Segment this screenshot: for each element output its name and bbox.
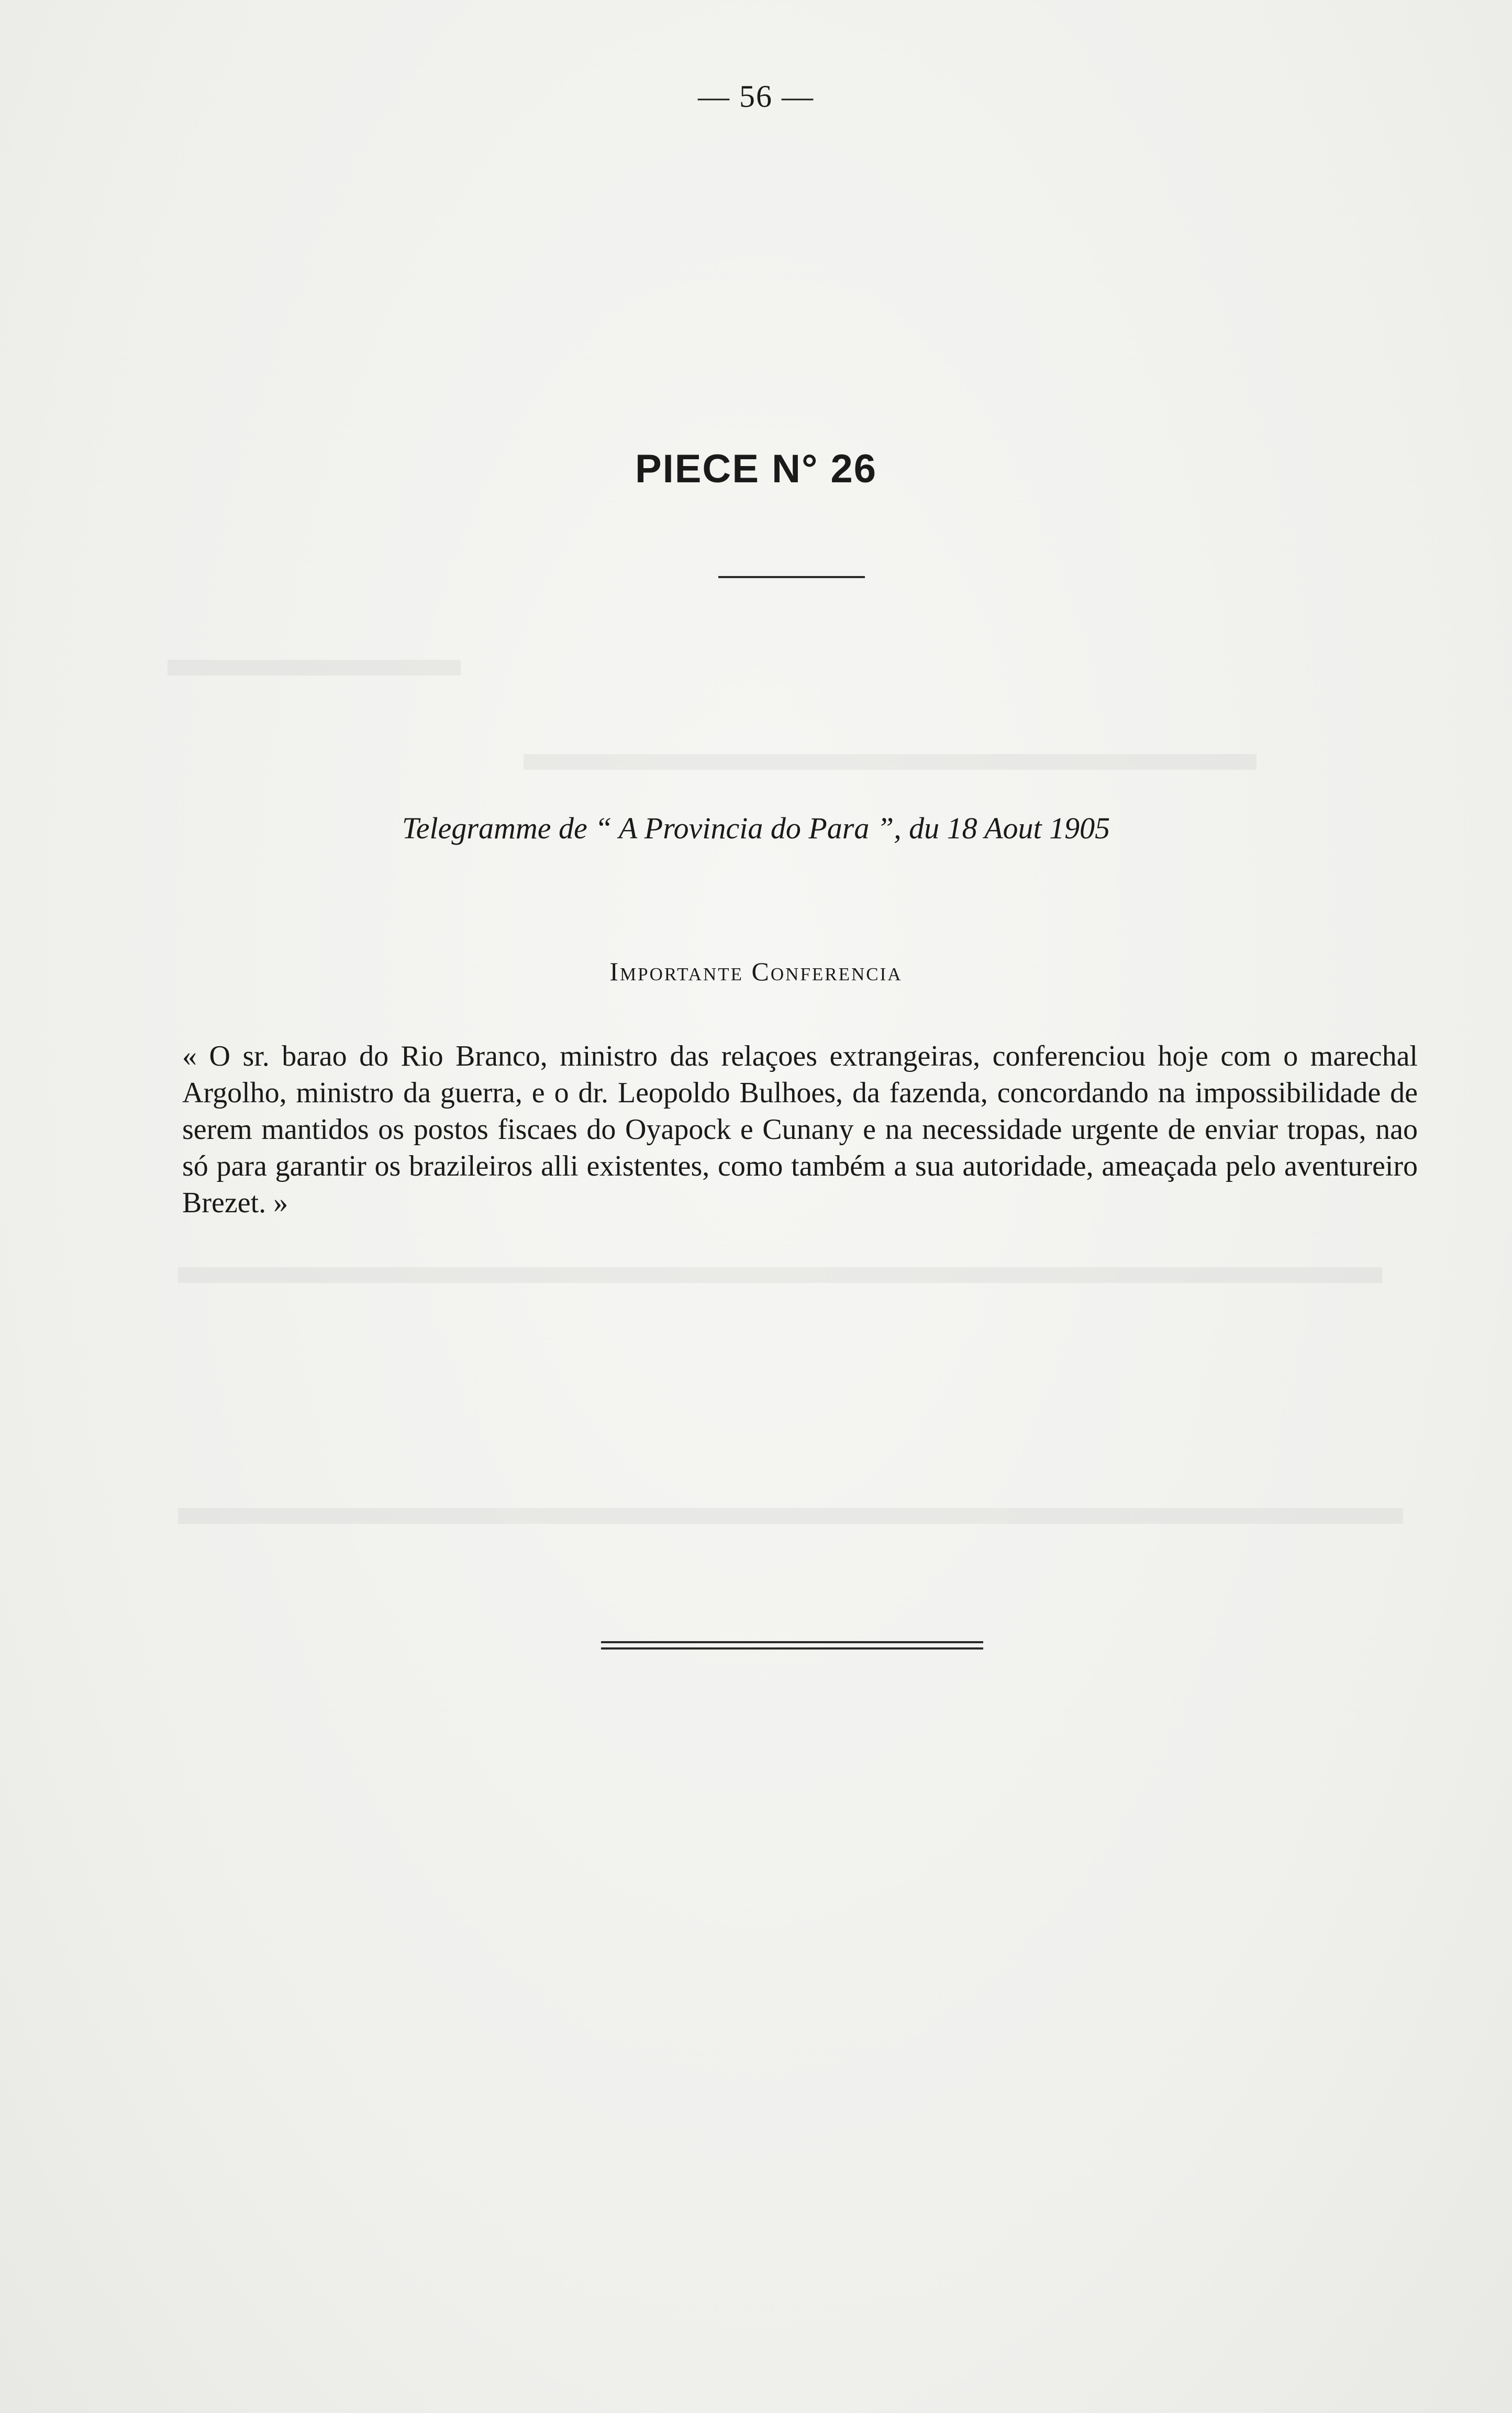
bleed-through-shade bbox=[178, 1508, 1403, 1524]
telegram-heading: Telegramme de “ A Provincia do Para ”, du 18 Aout 1905 bbox=[402, 811, 1110, 845]
telegram-body-paragraph: « O sr. barao do Rio Branco, ministro das relaçoes extrangeiras, conferenciou hoje com o marechal Argolho, ministro da guerra, e o dr. Leopoldo Bulhoes, da fazenda, concordando na impossibilidade de serem mantidos os postos fiscaes do Oyapock e Cunany e na necessidade urgente de enviar tropas, nao só para garantir os brazileiros alli existentes, como também a sua autoridade, ameaçada pelo aventureiro Brezet. » bbox=[182, 1040, 1418, 1219]
conference-heading: Importante Conferencia bbox=[609, 957, 903, 986]
bleed-through-shade bbox=[168, 660, 461, 676]
piece-title: PIECE N° 26 bbox=[635, 447, 877, 491]
title-rule bbox=[718, 576, 865, 578]
bleed-through-shade bbox=[178, 1267, 1382, 1283]
bleed-through-shade bbox=[524, 754, 1257, 770]
page-number: — 56 — bbox=[698, 79, 814, 114]
closing-rule-line bbox=[601, 1647, 983, 1650]
closing-rule-line bbox=[601, 1641, 983, 1643]
closing-double-rule bbox=[601, 1641, 983, 1651]
